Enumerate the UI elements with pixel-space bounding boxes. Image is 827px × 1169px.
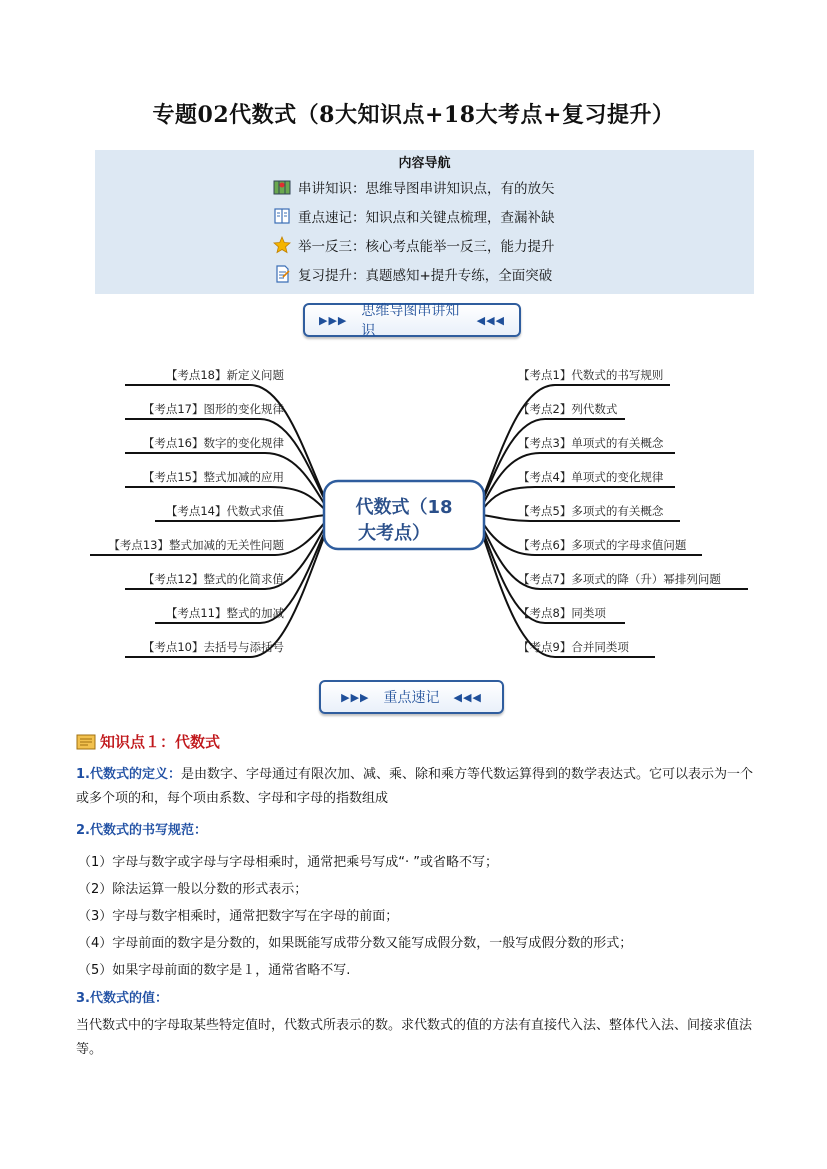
nav-item-label: 举一反三：核心考点能举一反三，能力提升 bbox=[298, 239, 555, 255]
rule-item: （3）字母与数字相乘时，通常把数字写在字母的前面； bbox=[78, 909, 399, 924]
mindmap-banner bbox=[303, 303, 521, 337]
right-arrows-icon: ▶▶▶ bbox=[341, 690, 370, 704]
mindmap-topic-16: 【考点16】数字的变化规律 bbox=[142, 436, 284, 450]
nav-heading: 内容导航 bbox=[398, 156, 451, 171]
definition-label: 1.代数式的定义： bbox=[76, 767, 181, 782]
mindmap-topic-1: 【考点1】代数式的书写规则 bbox=[518, 368, 664, 382]
left-arrows-icon: ◀◀◀ bbox=[476, 313, 505, 327]
nav-item-label: 串讲知识：思维导图串讲知识点，有的放矢 bbox=[298, 181, 555, 197]
book-icon bbox=[273, 207, 291, 225]
mindmap-topic-4: 【考点4】单项式的变化规律 bbox=[518, 470, 664, 484]
left-arrows-icon: ◀◀◀ bbox=[453, 690, 482, 704]
rule-item: （1）字母与数字或字母与字母相乘时，通常把乘号写成“· ”或省略不写； bbox=[78, 855, 499, 870]
nav-item-label: 复习提升：真题感知+提升专练，全面突破 bbox=[298, 268, 553, 284]
map-icon bbox=[273, 178, 291, 196]
banner-label: 思维导图串讲知识 bbox=[361, 303, 460, 339]
nav-item-notes bbox=[273, 206, 555, 226]
knowledge-point-label: 知识点１：代数式 bbox=[100, 733, 221, 751]
knowledge-point-title bbox=[76, 731, 220, 752]
mindmap-topic-15: 【考点15】整式加减的应用 bbox=[142, 470, 284, 484]
mindmap-topic-5: 【考点5】多项式的有关概念 bbox=[518, 504, 664, 518]
mindmap-topic-6: 【考点6】多项式的字母求值问题 bbox=[518, 538, 687, 552]
document-icon bbox=[273, 265, 291, 283]
definition-text: 是由数字、字母通过有限次加、减、乘、除和乘方等代数运算得到的数学表达式。它可以表示为一个或多个项的和，每个项由系数、字母和字母的指数组成 bbox=[76, 767, 753, 806]
star-icon bbox=[273, 236, 291, 254]
banner-label: 重点速记 bbox=[383, 690, 440, 706]
mindmap-topic-9: 【考点9】合并同类项 bbox=[518, 640, 629, 654]
mindmap-topic-8: 【考点8】同类项 bbox=[518, 606, 606, 620]
mindmap-topic-2: 【考点2】列代数式 bbox=[518, 402, 618, 416]
rule-item: （4）字母前面的数字是分数的，如果既能写成带分数又能写成假分数，一般写成假分数的形式； bbox=[78, 936, 633, 951]
rule-item: （2）除法运算一般以分数的形式表示； bbox=[78, 882, 308, 897]
mindmap-topic-14: 【考点14】代数式求值 bbox=[165, 504, 284, 518]
nav-item-label: 重点速记：知识点和关键点梳理，查漏补缺 bbox=[298, 210, 555, 226]
key-notes-banner bbox=[319, 680, 504, 714]
mindmap-topic-7: 【考点7】多项式的降（升）幂排列问题 bbox=[518, 572, 721, 586]
content-navigation bbox=[95, 150, 754, 294]
mindmap-center-line2: 大考点） bbox=[358, 523, 430, 544]
rule-item: （5）如果字母前面的数字是１，通常省略不写. bbox=[78, 963, 351, 978]
notebook-icon bbox=[76, 734, 96, 750]
writing-rules-heading: 2.代数式的书写规范： bbox=[76, 823, 207, 838]
nav-item-knowledge bbox=[273, 177, 555, 197]
definition-paragraph bbox=[76, 763, 756, 811]
value-heading: 3.代数式的值： bbox=[76, 991, 168, 1006]
nav-item-review bbox=[273, 264, 552, 284]
value-paragraph: 当代数式中的字母取某些特定值时，代数式所表示的数。求代数式的值的方法有直接代入法、整体代入法、间接求值法等。 bbox=[76, 1018, 753, 1057]
mindmap-center-line1: 代数式（18 bbox=[355, 497, 453, 518]
mindmap-topic-18: 【考点18】新定义问题 bbox=[165, 368, 284, 382]
mindmap-topic-12: 【考点12】整式的化简求值 bbox=[142, 572, 284, 586]
mind-map bbox=[80, 355, 760, 665]
mindmap-topic-17: 【考点17】图形的变化规律 bbox=[142, 402, 284, 416]
mindmap-topic-13: 【考点13】整式加减的无关性问题 bbox=[108, 538, 284, 552]
mindmap-topic-11: 【考点11】整式的加减 bbox=[165, 606, 284, 620]
mindmap-topic-10: 【考点10】去括号与添括号 bbox=[142, 640, 284, 654]
nav-item-practice bbox=[273, 235, 555, 255]
mindmap-topic-3: 【考点3】单项式的有关概念 bbox=[518, 436, 664, 450]
right-arrows-icon: ▶▶▶ bbox=[319, 313, 348, 327]
page-title: 专题02代数式（8大知识点+18大考点+复习提升） bbox=[152, 102, 675, 128]
